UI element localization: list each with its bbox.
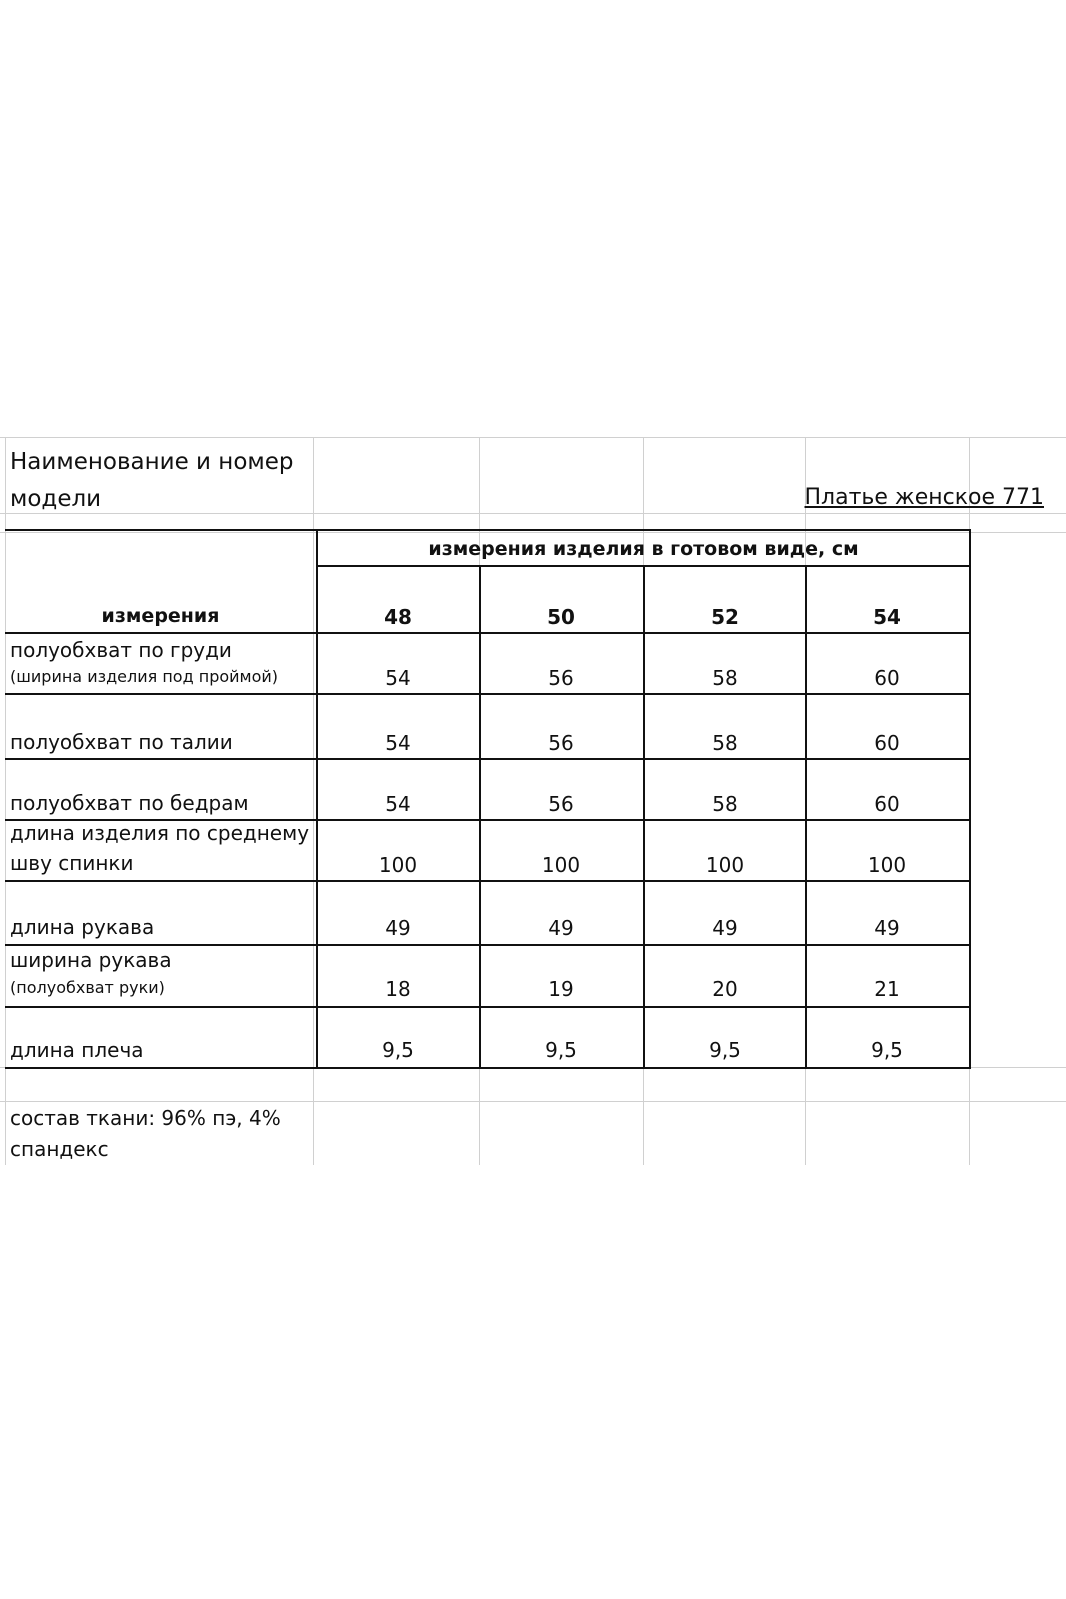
table-cell: 49: [385, 916, 411, 940]
row-label: полуобхват по бедрам: [10, 791, 249, 815]
row-label: длина рукава: [10, 915, 155, 939]
table-cell: 9,5: [871, 1038, 903, 1062]
table-border: [5, 1006, 971, 1008]
table-border: [5, 758, 971, 760]
table-cell: 100: [867, 853, 907, 877]
row-label: шву спинки: [10, 851, 134, 875]
grid-line: [0, 437, 1066, 438]
table-cell: 21: [874, 977, 900, 1001]
row-label: полуобхват по груди: [10, 638, 232, 662]
table-cell: 49: [712, 916, 738, 940]
grid-line: [0, 1101, 1066, 1102]
table-cell: 54: [385, 792, 411, 816]
fabric-composition: состав ткани: 96% пэ, 4%: [10, 1106, 281, 1130]
row-label-note: (ширина изделия под проймой): [10, 667, 279, 686]
table-cell: 100: [378, 853, 418, 877]
table-border: [969, 529, 971, 1069]
table-cell: 9,5: [382, 1038, 414, 1062]
table-border: [5, 529, 971, 531]
table-cell: 19: [548, 977, 574, 1001]
size-header: 52: [711, 605, 739, 629]
table-cell: 49: [548, 916, 574, 940]
table-cell: 100: [541, 853, 581, 877]
row-label: полуобхват по талии: [10, 730, 233, 754]
table-border: [5, 632, 971, 634]
table-cell: 60: [874, 731, 900, 755]
table-cell: 49: [874, 916, 900, 940]
grid-line: [0, 532, 1066, 533]
size-header: 50: [547, 605, 575, 629]
table-cell: 56: [548, 731, 574, 755]
size-header: 48: [384, 605, 412, 629]
grid-line: [0, 513, 1066, 514]
row-label: ширина рукава: [10, 948, 172, 972]
row-label: длина изделия по среднему: [10, 821, 310, 845]
table-cell: 58: [712, 666, 738, 690]
table-cell: 100: [705, 853, 745, 877]
table-cell: 58: [712, 731, 738, 755]
grid-line: [5, 437, 6, 1165]
table-cell: 56: [548, 666, 574, 690]
table-cell: 54: [385, 731, 411, 755]
table-cell: 9,5: [545, 1038, 577, 1062]
table-cell: 60: [874, 792, 900, 816]
size-header: 54: [873, 605, 901, 629]
table-border: [5, 693, 971, 695]
table-border: [5, 944, 971, 946]
fabric-composition: спандекс: [10, 1137, 109, 1161]
table-cell: 20: [712, 977, 738, 1001]
table-cell: 9,5: [709, 1038, 741, 1062]
row-label-note: (полуобхват руки): [10, 978, 165, 997]
table-cell: 54: [385, 666, 411, 690]
grid-line: [313, 437, 314, 1165]
table-border: [5, 880, 971, 882]
model-name: Платье женское 771: [804, 485, 1044, 510]
model-title-line-2: модели: [10, 486, 102, 512]
table-cell: 56: [548, 792, 574, 816]
measure-header: измерения: [101, 605, 220, 627]
model-title-line-1: Наименование и номер: [10, 449, 294, 475]
table-cell: 60: [874, 666, 900, 690]
size-chart-sheet: [0, 437, 1066, 1165]
table-border: [5, 1067, 971, 1069]
table-cell: 18: [385, 977, 411, 1001]
table-cell: 58: [712, 792, 738, 816]
row-label: длина плеча: [10, 1038, 144, 1062]
group-header: измерения изделия в готовом виде, см: [428, 538, 859, 560]
